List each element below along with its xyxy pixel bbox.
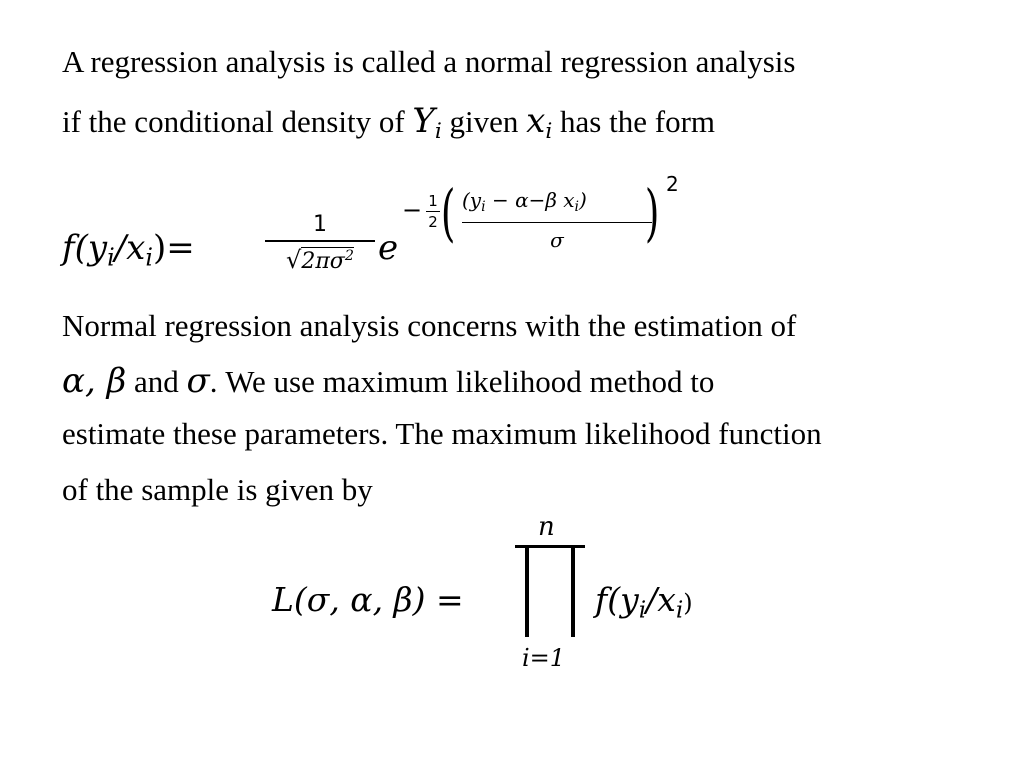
likelihood-lhs: L(σ, α, β) =: [272, 580, 464, 619]
paragraph-line-1: A regression analysis is called a normal regression analysis: [62, 44, 796, 79]
exponent-minus: −: [402, 196, 423, 224]
inner-bar: [462, 222, 652, 223]
math-subscript: i: [638, 597, 647, 624]
likelihood-rhs: [595, 580, 693, 624]
math-close-equals: )=: [152, 228, 195, 268]
math-sigma: σ: [186, 361, 210, 401]
half-bar: [426, 211, 440, 212]
paragraph2-line-1: Normal regression analysis concerns with the estimation of: [62, 308, 797, 343]
math-subscript: i: [545, 119, 553, 145]
math-subscript: i: [481, 198, 486, 215]
math-fy: f(y: [595, 580, 639, 619]
fraction-denominator: [265, 246, 375, 274]
inner-close: ): [579, 188, 587, 212]
paragraph2-line-4: of the sample is given by: [62, 472, 373, 507]
radicand-exponent: 2: [344, 248, 354, 265]
product-left-leg: [525, 545, 529, 637]
radicand-text: 2πσ: [301, 249, 345, 274]
math-subscript: i: [675, 597, 684, 624]
math-slash-x: /x: [646, 580, 676, 619]
text-segment: has the form: [552, 104, 716, 139]
product-icon: [515, 545, 585, 637]
outer-exponent: 2: [666, 172, 679, 196]
paragraph2-line-3: estimate these parameters. The maximum likelihood function: [62, 416, 822, 451]
half-numerator: 1: [428, 192, 438, 210]
inner-denominator: σ: [550, 228, 564, 252]
radicand: [301, 247, 354, 274]
big-paren-right: ): [644, 176, 660, 249]
density-formula-lhs: [62, 228, 195, 272]
fraction-bar: [265, 240, 375, 242]
math-close: ): [683, 589, 693, 617]
product-lower-limit: i=1: [522, 644, 566, 672]
half-fraction: [426, 192, 440, 231]
inner-y: (y: [462, 188, 482, 212]
half-denominator: 2: [428, 213, 438, 231]
inner-numerator: [462, 188, 587, 215]
big-paren-left: (: [440, 176, 456, 249]
math-subscript: i: [434, 119, 442, 145]
math-slash-x: /x: [114, 228, 146, 268]
math-e: e: [378, 228, 399, 268]
text-segment: . We use maximum likelihood method to: [209, 364, 715, 399]
text-segment: and: [126, 364, 187, 399]
inner-mid: − α−β x: [485, 188, 575, 212]
math-alpha-beta: α, β: [62, 361, 127, 401]
paragraph-line-2: [62, 101, 716, 145]
math-subscript: i: [107, 243, 115, 272]
math-fy: f(y: [62, 228, 108, 268]
fraction-numerator: 1: [313, 212, 327, 237]
math-subscript: i: [145, 243, 153, 272]
text-segment: given: [441, 104, 527, 139]
product-upper-limit: n: [538, 512, 555, 542]
paragraph2-line-2: [62, 361, 715, 401]
math-x: x: [526, 101, 546, 141]
math-Y: Y: [412, 101, 435, 141]
text-segment: if the conditional density of: [62, 104, 413, 139]
density-fraction: [265, 212, 375, 274]
math-subscript: i: [574, 198, 580, 215]
sqrt-icon: √: [286, 246, 302, 274]
product-right-leg: [571, 545, 575, 637]
